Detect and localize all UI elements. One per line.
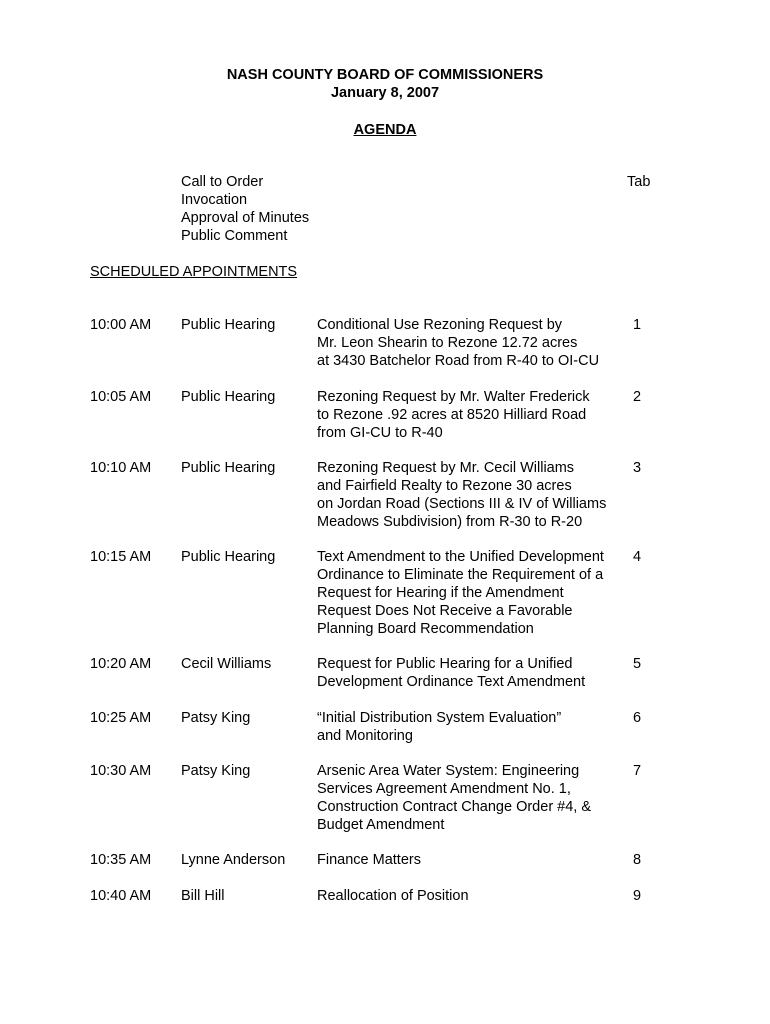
appointment-description [317,459,606,531]
agenda-heading [0,121,770,139]
appointment-time: 10:10 AM [90,460,152,476]
description-line: on Jordan Road (Sections III & IV of Williams [317,496,607,512]
appointment-presenter: Public Hearing [181,317,276,333]
description-line: “Initial Distribution System Evaluation” [317,710,562,726]
opening-item-call-to-order: Call to Order [181,174,264,190]
description-line: Rezoning Request by Mr. Cecil Williams [317,460,575,476]
opening-item-approval-of-minutes: Approval of Minutes [181,210,310,226]
appointment-description [317,388,590,442]
appointment-presenter: Public Hearing [181,549,276,565]
description-line: at 3430 Batchelor Road from R-40 to OI-CU [317,353,600,369]
description-line: from GI-CU to R-40 [317,425,443,441]
description-line: Finance Matters [317,852,421,868]
appointment-tab-number: 2 [632,389,642,405]
description-line: Text Amendment to the Unified Development [317,549,604,565]
section-title-scheduled-appointments: SCHEDULED APPOINTMENTS [90,264,298,280]
appointment-presenter: Cecil Williams [181,656,272,672]
appointment-presenter: Lynne Anderson [181,852,286,868]
tab-column-header: Tab [627,174,651,190]
description-line: Reallocation of Position [317,888,469,904]
appointment-presenter: Public Hearing [181,389,276,405]
appointment-tab-number: 7 [632,763,642,779]
description-line: Request Does Not Receive a Favorable [317,603,573,619]
description-line: Services Agreement Amendment No. 1, [317,781,571,797]
description-line: Budget Amendment [317,817,445,833]
appointment-tab-number: 8 [632,852,642,868]
appointment-tab-number: 5 [632,656,642,672]
appointment-time: 10:35 AM [90,852,152,868]
description-line: Planning Board Recommendation [317,621,534,637]
appointment-presenter: Patsy King [181,710,251,726]
document-title: NASH COUNTY BOARD OF COMMISSIONERS [226,67,544,83]
appointment-tab-number: 3 [632,460,642,476]
appointment-time: 10:20 AM [90,656,152,672]
agenda-heading-text: AGENDA [353,122,417,138]
appointment-description [317,709,561,745]
appointment-time: 10:40 AM [90,888,152,904]
description-line: and Monitoring [317,728,413,744]
description-line: Conditional Use Rezoning Request by [317,317,563,333]
description-line: Ordinance to Eliminate the Requirement of a [317,567,604,583]
appointment-time: 10:30 AM [90,763,152,779]
appointment-presenter: Bill Hill [181,888,225,904]
description-line: Development Ordinance Text Amendment [317,674,586,690]
description-line: Request for Hearing if the Amendment [317,585,564,601]
description-line: Construction Contract Change Order #4, & [317,799,592,815]
appointment-tab-number: 1 [632,317,642,333]
description-line: Rezoning Request by Mr. Walter Frederick [317,389,590,405]
opening-item-invocation: Invocation [181,192,248,208]
appointment-tab-number: 4 [632,549,642,565]
description-line: and Fairfield Realty to Rezone 30 acres [317,478,572,494]
description-line: to Rezone .92 acres at 8520 Hilliard Road [317,407,587,423]
appointment-description [317,762,591,834]
description-line: Meadows Subdivision) from R-30 to R-20 [317,514,583,530]
appointment-description [317,851,421,869]
appointment-presenter: Public Hearing [181,460,276,476]
appointment-time: 10:05 AM [90,389,152,405]
appointment-description [317,887,469,905]
appointment-description [317,548,604,638]
appointment-presenter: Patsy King [181,763,251,779]
appointment-time: 10:00 AM [90,317,152,333]
meeting-date: January 8, 2007 [330,85,440,101]
opening-item-public-comment: Public Comment [181,228,288,244]
description-line: Request for Public Hearing for a Unified [317,656,573,672]
appointment-tab-number: 9 [632,888,642,904]
appointment-tab-number: 6 [632,710,642,726]
description-line: Arsenic Area Water System: Engineering [317,763,580,779]
appointment-description [317,316,599,370]
appointment-description [317,655,585,691]
description-line: Mr. Leon Shearin to Rezone 12.72 acres [317,335,578,351]
appointment-time: 10:15 AM [90,549,152,565]
appointment-time: 10:25 AM [90,710,152,726]
